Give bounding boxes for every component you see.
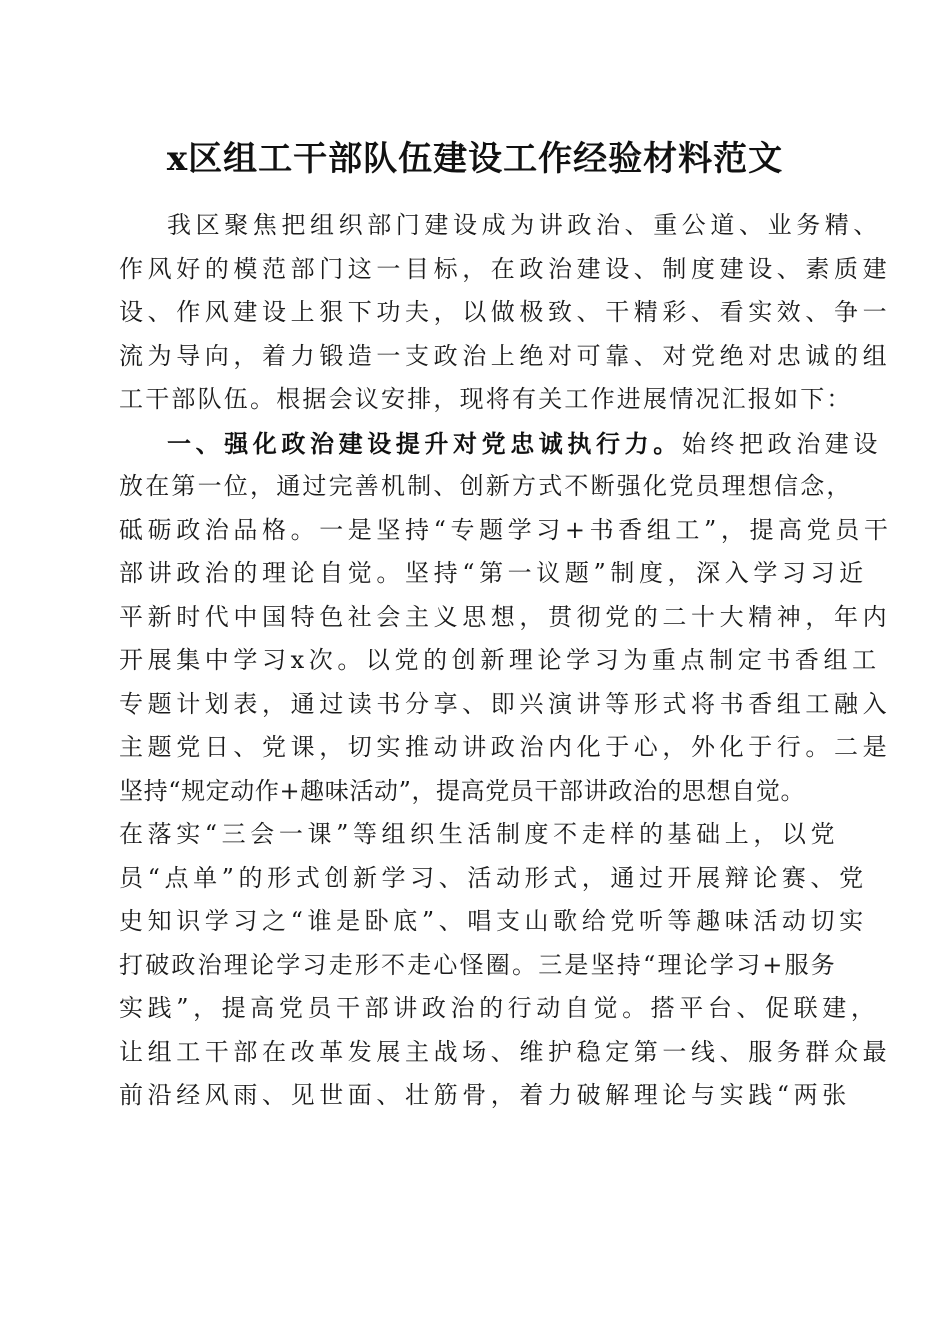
paragraph-line: 让组工干部在改革发展主战场、维护稳定第一线、服务群众最	[119, 1037, 892, 1066]
paragraph-line: 平新时代中国特色社会主义思想，贯彻党的二十大精神，年内	[119, 602, 892, 631]
paragraph-line: 设、作风建设上狠下功夫，以做极致、干精彩、看实效、争一	[119, 298, 892, 326]
paragraph-line: 主题党日、党课，切实推动讲政治内化于心，外化于行。二是	[119, 733, 892, 761]
paragraph-line: 坚持“规定动作+趣味活动”，提高党员干部讲政治的思想自觉。	[119, 776, 806, 805]
paragraph-line	[119, 422, 883, 466]
paragraph-text: 始终把政治建设	[681, 429, 883, 458]
paragraph-line: 砥砺政治品格。一是坚持“专题学习+书香组工”，提高党员干	[119, 515, 893, 544]
paragraph-line: 流为导向，着力锻造一支政治上绝对可靠、对党绝对忠诚的组	[119, 341, 892, 370]
paragraph-line: 实践”，提高党员干部讲政治的行动自觉。搭平台、促联建，	[119, 994, 880, 1022]
paragraph-line: 前沿经风雨、见世面、壮筋骨，着力破解理论与实践“两张	[119, 1081, 851, 1109]
paragraph-line: 专题计划表，通过读书分享、即兴演讲等形式将书香组工融入	[119, 689, 892, 718]
section-heading: 一、强化政治建设提升对党忠诚执行力。	[167, 428, 682, 458]
paragraph-line: 开展集中学习x次。以党的创新理论学习为重点制定书香组工	[119, 646, 881, 674]
paragraph-political-construction	[119, 422, 893, 1118]
paragraph-line: 部讲政治的理论自觉。坚持“第一议题”制度，深入学习习近	[119, 559, 868, 587]
paragraph-line: 在落实“三会一课”等组织生活制度不走样的基础上，以党	[119, 820, 840, 848]
document-body	[119, 204, 893, 1118]
paragraph-line: 工干部队伍。根据会议安排，现将有关工作进展情况汇报如下：	[119, 385, 853, 413]
paragraph-line: 作风好的模范部门这一目标，在政治建设、制度建设、素质建	[119, 254, 892, 283]
paragraph-line: 我区聚焦把组织部门建设成为讲政治、重公道、业务精、	[167, 211, 882, 239]
document-title: x区组工干部队伍建设工作经验材料范文	[166, 139, 784, 179]
paragraph-line: 员“点单”的形式创新学习、活动形式，通过开展辩论赛、党	[119, 863, 868, 892]
paragraph-intro	[119, 204, 892, 422]
paragraph-line: 史知识学习之“谁是卧底”、唱支山歌给党听等趣味活动切实	[119, 907, 868, 935]
paragraph-line: 打破政治理论学习走形不走心怪圈。三是坚持“理论学习+服务	[119, 950, 837, 979]
paragraph-line: 放在第一位，通过完善机制、创新方式不断强化党员理想信念，	[119, 472, 853, 500]
